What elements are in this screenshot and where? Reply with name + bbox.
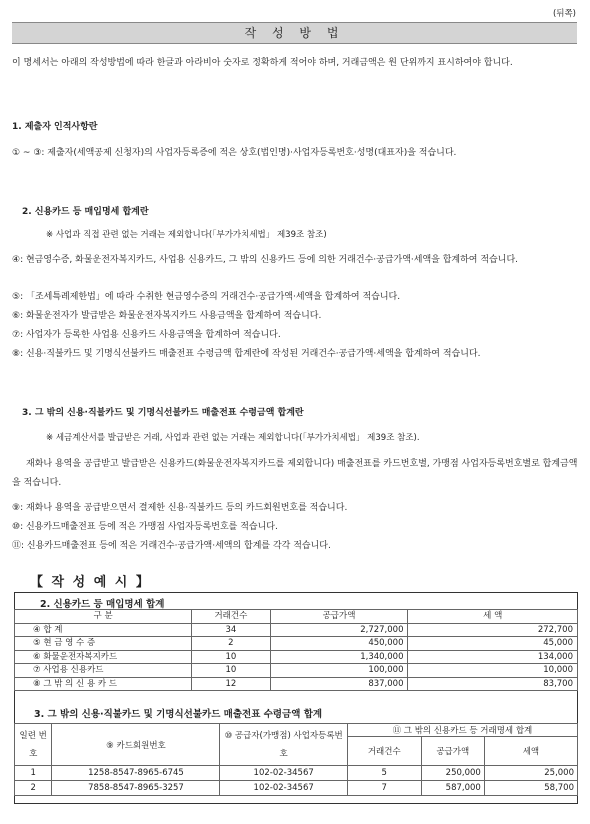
row-count: 2 [192, 637, 270, 651]
sec3-heading: 3. 그 밖의 신용·직불카드 및 기명식선불카드 매출전표 수령금액 합계란 [22, 408, 304, 418]
header-cell: 구 분 [15, 610, 192, 624]
header-count: 거래건수 [347, 737, 421, 766]
sec2-item: ⑤: 「조세특례제한법」에 따라 수취한 현금영수증의 거래건수·공급가액·세액을 합계하여 적습니다. [12, 292, 401, 302]
purchase-summary-table [14, 609, 578, 691]
sec3-item: ⑨: 재화나 용역을 공급받으면서 결제한 신용·직불카드 등의 카드회원번호를 적습니다. [12, 503, 348, 513]
table-row [15, 781, 578, 796]
sec2-item: ⑦: 사업자가 등록한 사업용 신용카드 사용금액을 합계하여 적습니다. [12, 330, 281, 340]
row-tax: 45,000 [408, 637, 578, 651]
row-label: ⑧ 그 밖 의 신 용 카 드 [15, 677, 192, 691]
table1-title: 2. 신용카드 등 매입명세 합계 [40, 599, 165, 610]
row-label: ⑤ 현 금 영 수 증 [15, 637, 192, 651]
header-amount: 공급가액 [421, 737, 484, 766]
sec2-note: ※ 사업과 직접 관련 없는 거래는 제외합니다(「부가가치세법」 제39조 참조) [46, 230, 327, 240]
page-side-label: (뒤쪽) [552, 9, 576, 19]
example-title: 【 작 성 예 시 】 [30, 575, 151, 590]
sec1-heading: 1. 제출자 인적사항란 [12, 122, 98, 132]
row-tax: 83,700 [408, 677, 578, 691]
header-group: ⑪ 그 밖의 신용카드 등 거래명세 합계 [347, 724, 577, 737]
row-tax: 134,000 [408, 650, 578, 664]
table-row [15, 664, 578, 678]
row-count: 12 [192, 677, 270, 691]
table-row [15, 677, 578, 691]
row-tax: 272,700 [408, 623, 578, 637]
sec3-paragraph: 재화나 용역을 공급받고 발급받은 신용카드(화물운전자복지카드를 제외합니다) 매출전표를 카드번호별, 가맹점 사업자등록번호별로 합계금액을 적습니다. [12, 459, 578, 488]
sec1-item: ① ~ ③: 제출자(세액공제 신청자)의 사업자등록증에 적은 상호(법인명)·사업자등록번호·성명(대표자)을 적습니다. [12, 148, 457, 158]
row-count: 34 [192, 623, 270, 637]
header-cell: 거래건수 [192, 610, 270, 624]
table-header-row [15, 724, 578, 737]
section-title: 작 성 방 법 [12, 22, 577, 44]
header-tax: 세액 [484, 737, 577, 766]
sec2-item: ⑥: 화물운전자가 발급받은 화물운전자복지카드 사용금액을 합계하여 적습니다. [12, 311, 322, 321]
row-tax: 25,000 [484, 766, 577, 781]
row-card-number: 1258-8547-8965-6745 [52, 766, 220, 781]
row-count: 7 [347, 781, 421, 796]
row-business-number: 102-02-34567 [220, 766, 347, 781]
row-label: ④ 합 계 [15, 623, 192, 637]
sec2-heading: 2. 신용카드 등 매입명세 합계란 [22, 207, 149, 217]
table-header-row [15, 610, 578, 624]
header-business-number: ⑩ 공급자(가맹점) 사업자등록번호 [220, 724, 347, 766]
row-amount: 450,000 [270, 637, 408, 651]
sec3-item: ⑪: 신용카드매출전표 등에 적은 거래건수·공급가액·세액의 합계를 각각 적습니다. [12, 541, 331, 551]
row-amount: 1,340,000 [270, 650, 408, 664]
row-tax: 10,000 [408, 664, 578, 678]
sec2-item: ④: 현금영수증, 화물운전자복지카드, 사업용 신용카드, 그 밖의 신용카드 등에 의한 거래건수·공급가액·세액을 합계하여 적습니다. [12, 255, 518, 265]
row-serial: 1 [15, 766, 52, 781]
row-tax: 58,700 [484, 781, 577, 796]
intro-paragraph: 이 명세서는 아래의 작성방법에 따라 한글과 아라비아 숫자로 정확하게 적어야 하며, 거래금액은 원 단위까지 표시하여야 합니다. [12, 58, 513, 68]
table-row [15, 766, 578, 781]
row-count: 5 [347, 766, 421, 781]
row-amount: 100,000 [270, 664, 408, 678]
row-count: 10 [192, 664, 270, 678]
table2-title: 3. 그 밖의 신용·직불카드 및 기명식선불카드 매출전표 수령금액 합계 [34, 709, 323, 720]
card-detail-table [14, 723, 578, 796]
row-business-number: 102-02-34567 [220, 781, 347, 796]
sec2-item: ⑧: 신용·직불카드 및 기명식선불카드 매출전표 수령금액 합계란에 작성된 거래건수·공급가액·세액을 합계하여 적습니다. [12, 349, 481, 359]
row-amount: 250,000 [421, 766, 484, 781]
row-label: ⑦ 사업용 신용카드 [15, 664, 192, 678]
sec3-item: ⑩: 신용카드매출전표 등에 적은 가맹점 사업자등록번호를 적습니다. [12, 522, 278, 532]
row-serial: 2 [15, 781, 52, 796]
row-card-number: 7858-8547-8965-3257 [52, 781, 220, 796]
table-row [15, 650, 578, 664]
header-cell: 공급가액 [270, 610, 408, 624]
row-amount: 837,000 [270, 677, 408, 691]
table-row [15, 623, 578, 637]
sec3-note: ※ 세금계산서를 발급받은 거래, 사업과 관련 없는 거래는 제외합니다(「부가가치세법」 제39조 참조). [46, 433, 420, 443]
row-count: 10 [192, 650, 270, 664]
header-serial: 일련 번호 [15, 724, 52, 766]
row-amount: 2,727,000 [270, 623, 408, 637]
header-card-number: ⑨ 카드회원번호 [52, 724, 220, 766]
header-cell: 세 액 [408, 610, 578, 624]
table-row [15, 637, 578, 651]
row-amount: 587,000 [421, 781, 484, 796]
row-label: ⑥ 화물운전자복지카드 [15, 650, 192, 664]
